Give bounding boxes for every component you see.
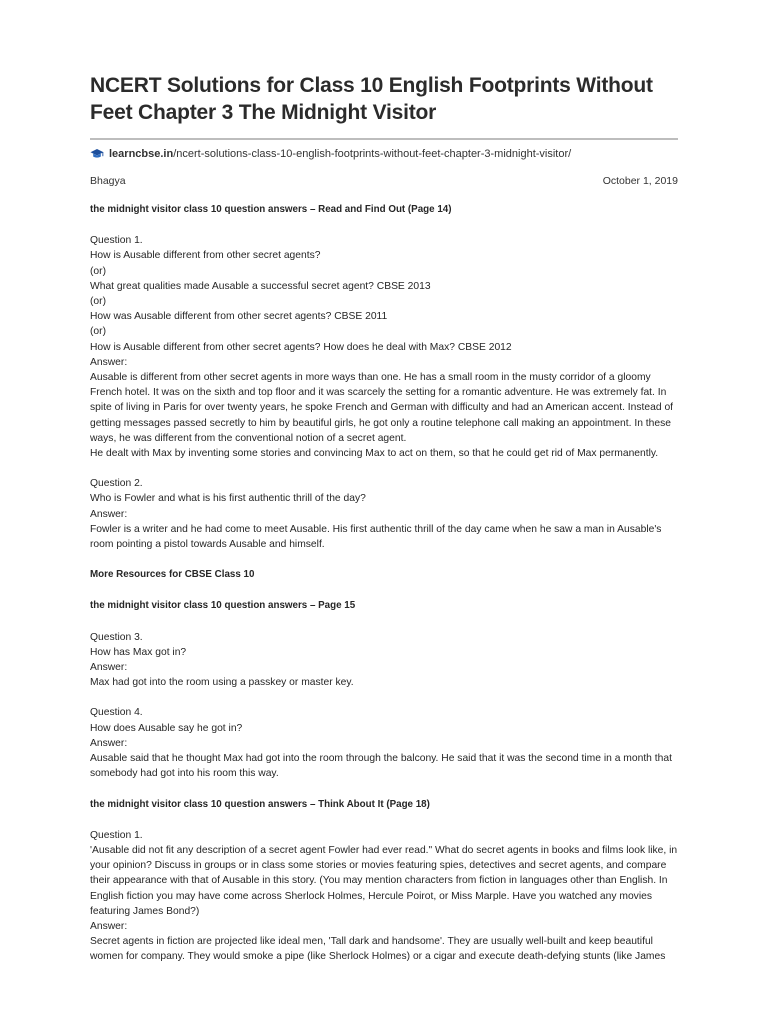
question-text: How does Ausable say he got in?: [90, 722, 243, 734]
or-separator: (or): [90, 265, 107, 277]
answer-label: Answer:: [90, 508, 128, 520]
meta-row: [90, 174, 678, 188]
source-link[interactable]: [90, 146, 678, 162]
question-block: [90, 630, 678, 691]
or-separator: (or): [90, 326, 107, 338]
question-text: How is Ausable different from other secret agents?: [90, 250, 321, 262]
answer-label: Answer:: [90, 356, 128, 368]
answer-text: Fowler is a writer and he had come to meet Ausable. His first authentic thrill of the day came when he saw a man in Ausable's room pointing a pistol towards Ausable and himself.: [90, 523, 665, 551]
question-text: Who is Fowler and what is his first authentic thrill of the day?: [90, 493, 366, 505]
author-name: Bhagya: [90, 175, 126, 187]
page-title: NCERT Solutions for Class 10 English Footprints Without Feet Chapter 3 The Midnight Visitor: [90, 74, 653, 124]
answer-label: Answer:: [90, 737, 128, 749]
question-number: Question 4.: [90, 707, 143, 719]
answer-text: Ausable said that he thought Max had got into the room through the balcony. He said that it was the second time in a month that somebody had got into his room this way.: [90, 753, 675, 780]
graduation-cap-icon: [90, 148, 104, 160]
question-number: Question 3.: [90, 631, 143, 643]
source-path: /ncert-solutions-class-10-english-footprints-without-feet-chapter-3-midnight-visitor/: [173, 148, 572, 160]
answer-text: Ausable is different from other secret agents in more ways than one. He has a small room in the musty corridor of a gloomy French hotel. It was on the sixth and top floor and it was scarcely the setting for a romantic adventure. He was extremely fat. In spite of living in Paris for over twenty years, he spoke French and German with difficulty and had an American accent. Instead of getting messages passed secretly to him by beautiful girls, he got only a routine telephone call making an appointment. In these ways, he was different from the conventional notion of a secret agent.: [90, 372, 676, 444]
question-text: 'Ausable did not fit any description of a secret agent Fowler had ever read." What do secret agents in books and films look like, in your opinion? Discuss in groups or in class some stories or movies featuring spies, detectives and secret agents, and compare their appearance with that of Ausable in this story. (You may mention characters from fiction in languages other than English. In English fiction you may have come across Sherlock Holmes, Hercule Poirot, or Miss Marple. Have you watched any movies featuring James Bond?): [90, 844, 681, 917]
answer-text: Secret agents in fiction are projected like ideal men, 'Tall dark and handsome'. They are usually well-built and keep beautiful women for company. They would smoke a pipe (like Sherlock Holmes) or a cigar and execute death-defying stunts (like James: [90, 936, 666, 963]
section-heading[interactable]: More Resources for CBSE Class 10: [90, 569, 255, 581]
question-number: Question 1.: [90, 829, 143, 841]
question-block: [90, 476, 678, 552]
section-heading: the midnight visitor class 10 question answers – Page 15: [90, 600, 356, 612]
section-heading: the midnight visitor class 10 question answers – Read and Find Out (Page 14): [90, 204, 452, 215]
answer-text: He dealt with Max by inventing some stories and convincing Max to act on them, so that he could get rid of Max permanently.: [90, 448, 659, 460]
question-text: How is Ausable different from other secret agents? How does he deal with Max? CBSE 2012: [90, 341, 512, 353]
question-number: Question 2.: [90, 478, 143, 490]
question-text: How has Max got in?: [90, 646, 187, 658]
source-domain: learncbse.in: [109, 148, 174, 160]
answer-text: Max had got into the room using a passkey or master key.: [90, 677, 354, 689]
publish-date: October 1, 2019: [602, 175, 678, 187]
article-body: [90, 202, 681, 965]
section-heading: the midnight visitor class 10 question answers – Think About It (Page 18): [90, 798, 430, 810]
question-text: How was Ausable different from other secret agents? CBSE 2011: [90, 311, 388, 323]
answer-label: Answer:: [90, 920, 128, 932]
or-separator: (or): [90, 296, 107, 308]
question-number: Question 1.: [90, 235, 143, 247]
question-block: [90, 705, 678, 781]
answer-label: Answer:: [90, 662, 128, 674]
title-divider: [90, 138, 678, 140]
question-text: What great qualities made Ausable a successful secret agent? CBSE 2013: [90, 280, 431, 292]
question-block: [90, 828, 681, 965]
question-block: [90, 233, 678, 461]
